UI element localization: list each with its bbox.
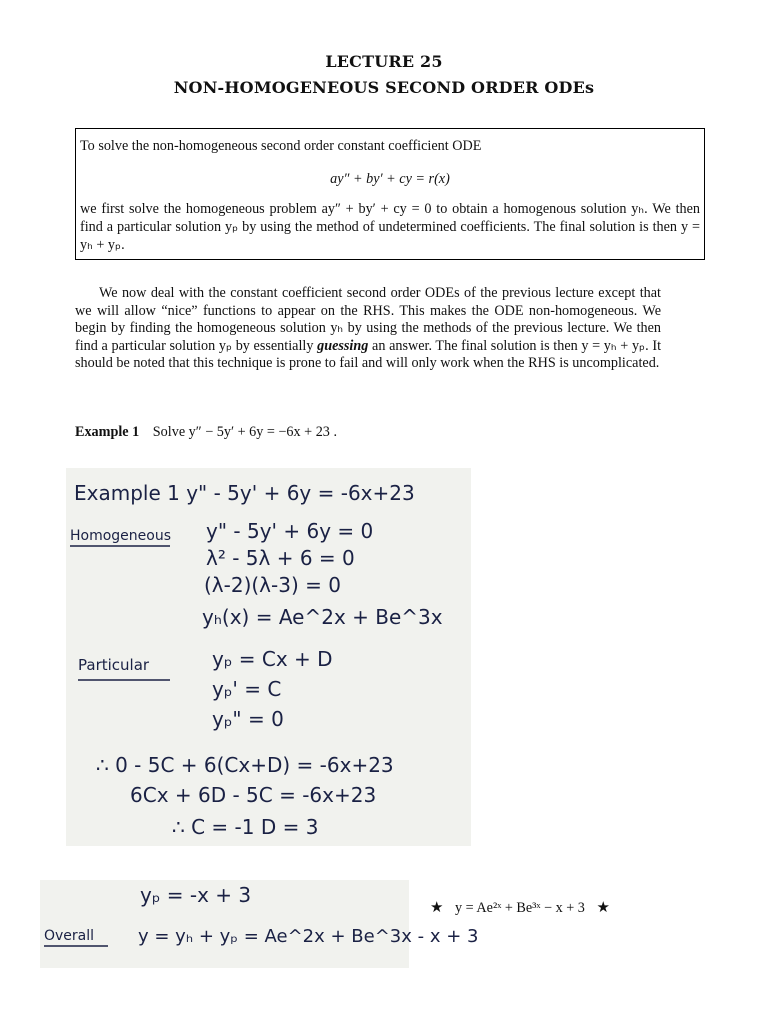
wb-particular-label: Particular <box>78 656 150 674</box>
box-body: we first solve the homogeneous problem ay″ + by′ + cy = 0 to obtain a homogenous solution yₕ. We then find a particular solution yₚ by using the method of undetermined coefficients. The final solution is then y = yₕ + yₚ. <box>80 201 700 253</box>
example-statement <box>75 424 337 441</box>
lecture-number: LECTURE 25 <box>325 52 443 71</box>
paragraph-text-2: an answer. The final solution is then y = yₕ + yₚ. It should be noted that this technique is prone to fail and will only work when the RHS is uncomplicated. <box>75 337 662 372</box>
wb2-line1: yₚ = -x + 3 <box>140 883 252 907</box>
star-icon-right: ★ <box>596 900 610 916</box>
example-text: Solve y″ − 5y′ + 6y = −6x + 23 . <box>152 424 337 440</box>
wb-p4: ∴ 0 - 5C + 6(Cx+D) = -6x+23 <box>96 753 394 777</box>
wb-heading: Example 1 y" - 5y' + 6y = -6x+23 <box>74 481 415 505</box>
summary-box <box>75 128 705 260</box>
box-intro: To solve the non-homogeneous second order constant coefficient ODE <box>80 138 482 154</box>
final-answer <box>422 898 618 917</box>
paragraph-text-1: We now deal with the constant coefficient second order ODEs of the previous lecture except that we will allow “nice” functions to appear on the RHS. This makes the ODE non-homogeneous. We begin by finding the homogeneous solution yₕ by using the methods of the previous lecture. We then find a particular solution yₚ by essentially <box>75 285 661 354</box>
wb-h1: y" - 5y' + 6y = 0 <box>206 519 374 543</box>
wb2-overall-label: Overall <box>44 928 95 944</box>
star-icon-left: ★ <box>430 900 444 916</box>
box-equation: ay″ + by′ + cy = r(x) <box>330 171 450 187</box>
wb-h4: yₕ(x) = Ae^2x + Be^3x <box>202 605 443 629</box>
wb-homogeneous-label: Homogeneous <box>70 528 172 544</box>
wb-h3: (λ-2)(λ-3) = 0 <box>204 573 341 597</box>
wb-p6: ∴ C = -1 D = 3 <box>172 815 319 839</box>
wb2-line2: y = yₕ + yₚ = Ae^2x + Be^3x - x + 3 <box>138 926 479 947</box>
example-label: Example 1 <box>75 424 140 440</box>
whiteboard-image-1 <box>66 468 471 846</box>
wb-p5: 6Cx + 6D - 5C = -6x+23 <box>130 783 377 807</box>
paragraph-emphasis: guessing <box>317 337 369 354</box>
wb-p1: yₚ = Cx + D <box>212 647 333 671</box>
whiteboard-image-2 <box>40 880 479 968</box>
intro-paragraph <box>75 285 661 373</box>
wb-p2: yₚ' = C <box>212 677 282 701</box>
wb-p3: yₚ" = 0 <box>212 707 284 731</box>
answer-formula: y = Ae²ˣ + Be³ˣ − x + 3 <box>455 900 585 916</box>
lecture-title: NON-HOMOGENEOUS SECOND ORDER ODEs <box>173 78 595 97</box>
wb-h2: λ² - 5λ + 6 = 0 <box>206 546 355 570</box>
